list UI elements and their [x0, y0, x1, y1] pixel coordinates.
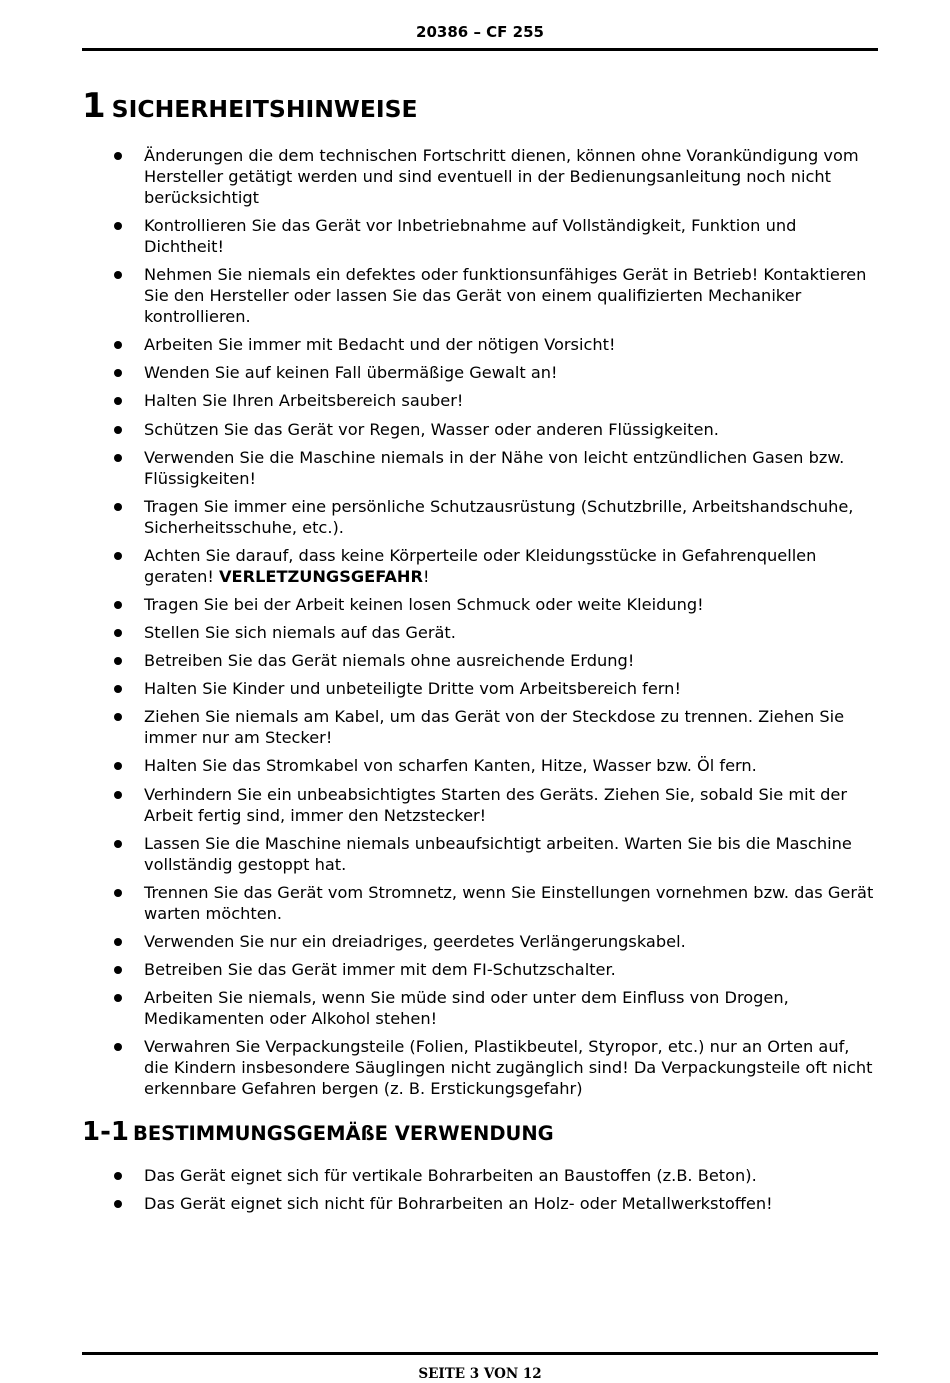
list-item: Betreiben Sie das Gerät immer mit dem FI-Schutzschalter.: [82, 959, 878, 980]
list-item: Wenden Sie auf keinen Fall übermäßige Gewalt an!: [82, 362, 878, 383]
list-item: Halten Sie das Stromkabel von scharfen Kanten, Hitze, Wasser bzw. Öl fern.: [82, 755, 878, 776]
bullet-icon: [114, 657, 122, 665]
bullet-icon: [114, 503, 122, 511]
bullet-icon: [114, 454, 122, 462]
subsection-number: 1-1: [82, 1117, 129, 1148]
bullet-icon: [114, 152, 122, 160]
bullet-icon: [114, 222, 122, 230]
list-item: Ziehen Sie niemals am Kabel, um das Gerät von der Steckdose zu trennen. Ziehen Sie immer nur am Stecker!: [82, 706, 878, 748]
warning-emphasis: VERLETZUNGSGEFAHR: [219, 566, 423, 586]
list-item: Betreiben Sie das Gerät niemals ohne ausreichende Erdung!: [82, 650, 878, 671]
bullet-icon: [114, 341, 122, 349]
list-item: Kontrollieren Sie das Gerät vor Inbetriebnahme auf Vollständigkeit, Funktion und Dichtheit!: [82, 215, 878, 257]
list-item: Tragen Sie bei der Arbeit keinen losen Schmuck oder weite Kleidung!: [82, 594, 878, 615]
section-heading-safety: [82, 86, 878, 129]
list-item: Verhindern Sie ein unbeabsichtigtes Starten des Geräts. Ziehen Sie, sobald Sie mit der Arbeit fertig sind, immer den Netzstecker!: [82, 784, 878, 826]
list-item: Stellen Sie sich niemals auf das Gerät.: [82, 622, 878, 643]
intended-use-list: [82, 1165, 878, 1214]
list-item: Halten Sie Ihren Arbeitsbereich sauber!: [82, 390, 878, 411]
bullet-icon: [114, 1043, 122, 1051]
document-body: [82, 86, 878, 1221]
list-item: Achten Sie darauf, dass keine Körperteile oder Kleidungsstücke in Gefahrenquellen geraten! VERLETZUNGSGEFAHR!: [82, 545, 878, 587]
list-item: Das Gerät eignet sich für vertikale Bohrarbeiten an Baustoffen (z.B. Beton).: [82, 1165, 878, 1186]
list-item: Halten Sie Kinder und unbeteiligte Dritte vom Arbeitsbereich fern!: [82, 678, 878, 699]
bullet-icon: [114, 994, 122, 1002]
list-item: Lassen Sie die Maschine niemals unbeaufsichtigt arbeiten. Warten Sie bis die Maschine vollständig gestoppt hat.: [82, 833, 878, 875]
bullet-icon: [114, 1172, 122, 1180]
bullet-icon: [114, 397, 122, 405]
list-item: Das Gerät eignet sich nicht für Bohrarbeiten an Holz- oder Metallwerkstoffen!: [82, 1193, 878, 1214]
bullet-icon: [114, 791, 122, 799]
section-number: 1: [82, 86, 106, 126]
list-item: Änderungen die dem technischen Fortschritt dienen, können ohne Vorankündigung vom Hersteller getätigt werden und sind eventuell in der Bedienungsanleitung noch nicht berücksichtigt: [82, 145, 878, 208]
bullet-icon: [114, 271, 122, 279]
list-item: Verwenden Sie die Maschine niemals in der Nähe von leicht entzündlichen Gasen bzw. Flüssigkeiten!: [82, 447, 878, 489]
section-heading-intended-use: [82, 1117, 878, 1149]
page-number: SEITE 3 VON 12: [418, 1366, 542, 1382]
list-item: Arbeiten Sie niemals, wenn Sie müde sind oder unter dem Einfluss von Drogen, Medikamenten oder Alkohol stehen!: [82, 987, 878, 1029]
list-item: Schützen Sie das Gerät vor Regen, Wasser oder anderen Flüssigkeiten.: [82, 419, 878, 440]
bullet-icon: [114, 840, 122, 848]
safety-instructions-list: [82, 145, 878, 1099]
page-footer: [82, 1352, 878, 1383]
list-item: Arbeiten Sie immer mit Bedacht und der nötigen Vorsicht!: [82, 334, 878, 355]
bullet-icon: [114, 713, 122, 721]
section-title: SICHERHEITSHINWEISE: [111, 95, 418, 123]
list-item: Verwahren Sie Verpackungsteile (Folien, Plastikbeutel, Styropor, etc.) nur an Orten auf, die Kindern insbesondere Säuglingen nicht zugänglich sind! Da Verpackungsteile oft nicht erkennbare Gefahren bergen (z. B. Erstickungsgefahr): [82, 1036, 878, 1099]
list-item: Trennen Sie das Gerät vom Stromnetz, wenn Sie Einstellungen vornehmen bzw. das Gerät warten möchten.: [82, 882, 878, 924]
bullet-icon: [114, 369, 122, 377]
bullet-icon: [114, 552, 122, 560]
subsection-title: BESTIMMUNGSGEMÄßE VERWENDUNG: [132, 1122, 554, 1146]
bullet-icon: [114, 601, 122, 609]
page-header: [82, 22, 878, 51]
bullet-icon: [114, 762, 122, 770]
bullet-icon: [114, 629, 122, 637]
bullet-icon: [114, 889, 122, 897]
document-id: 20386 – CF 255: [416, 23, 544, 41]
bullet-icon: [114, 426, 122, 434]
bullet-icon: [114, 966, 122, 974]
list-item: Nehmen Sie niemals ein defektes oder funktionsunfähiges Gerät in Betrieb! Kontaktieren Sie den Hersteller oder lassen Sie das Gerät von einem qualifizierten Mechaniker kontrollieren.: [82, 264, 878, 327]
bullet-icon: [114, 938, 122, 946]
list-item: Tragen Sie immer eine persönliche Schutzausrüstung (Schutzbrille, Arbeitshandschuhe, Sicherheitsschuhe, etc.).: [82, 496, 878, 538]
bullet-icon: [114, 685, 122, 693]
bullet-icon: [114, 1200, 122, 1208]
list-item: Verwenden Sie nur ein dreiadriges, geerdetes Verlängerungskabel.: [82, 931, 878, 952]
